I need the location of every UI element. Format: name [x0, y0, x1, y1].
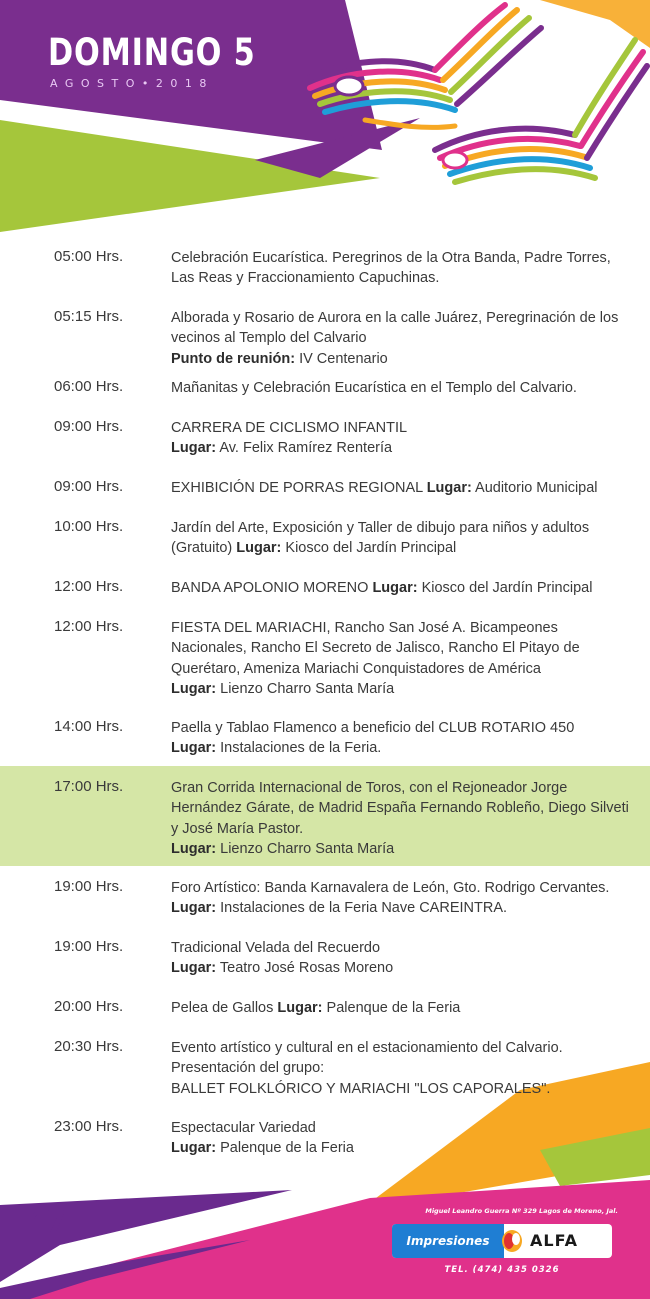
description-text: Foro Artístico: Banda Karnavalera de León, Gto. Rodrigo Cervantes.	[171, 880, 610, 896]
schedule-row	[0, 706, 650, 766]
schedule-time: 10:00 Hrs.	[54, 518, 124, 535]
description-text: Lienzo Charro Santa María	[216, 680, 395, 697]
schedule-row	[0, 926, 650, 986]
description-text: CARRERA DE CICLISMO INFANTIL	[171, 420, 408, 436]
description-text: Gran Corrida Internacional de Toros, con el Rejoneador Jorge Hernández Gárate, de Madrid España Fernando Robleño, Diego Silveti y José María Pastor.	[171, 780, 629, 837]
schedule-row	[0, 406, 650, 466]
schedule-row	[0, 606, 650, 706]
schedule-row	[0, 1026, 650, 1106]
schedule-description	[171, 236, 631, 289]
schedule-row	[0, 506, 650, 566]
schedule-row	[0, 296, 650, 366]
description-text: Celebración Eucarística. Peregrinos de la Otra Banda, Padre Torres, Las Reas y Fraccionamiento Capuchinas.	[171, 250, 611, 287]
schedule-row	[0, 236, 650, 296]
schedule-description	[171, 406, 631, 459]
schedule-row	[0, 866, 650, 926]
description-text: Instalaciones de la Feria Nave CAREINTRA.	[216, 900, 508, 917]
schedule-list	[0, 236, 650, 1166]
description-text: Jardín del Arte, Exposición y Taller de dibujo para niños y adultos (Gratuito)	[171, 520, 590, 557]
sponsor-logo-right-text: ALFA	[530, 1231, 579, 1250]
schedule-time: 09:00 Hrs.	[54, 418, 124, 435]
sponsor-phone: TEL. (474) 435 0326	[444, 1265, 560, 1275]
schedule-row	[0, 1106, 650, 1166]
schedule-time: 20:00 Hrs.	[54, 998, 124, 1015]
schedule-description	[171, 986, 631, 1018]
description-text: Av. Felix Ramírez Rentería	[216, 440, 393, 457]
schedule-description	[171, 466, 631, 498]
venue-label: Lugar:	[277, 1000, 323, 1016]
schedule-time: 20:30 Hrs.	[54, 1038, 124, 1055]
schedule-time: 23:00 Hrs.	[54, 1118, 124, 1135]
venue-label: Punto de reunión:	[171, 350, 296, 367]
venue-label: Lugar:	[236, 540, 282, 557]
sponsor-logo-left-text: Impresiones	[392, 1224, 504, 1258]
page-subtitle-date: AGOSTO•2018	[50, 77, 214, 90]
venue-label: Lugar:	[426, 480, 472, 496]
schedule-row	[0, 766, 650, 866]
schedule-description	[171, 866, 631, 919]
schedule-time: 05:15 Hrs.	[54, 308, 124, 325]
schedule-description	[171, 606, 631, 699]
page-title: DOMINGO 5	[48, 31, 256, 74]
description-text: Teatro José Rosas Moreno	[216, 960, 394, 977]
venue-label: Lugar:	[171, 680, 217, 697]
description-text: Palenque de la Feria	[216, 1140, 354, 1157]
description-text: Lienzo Charro Santa María	[216, 840, 395, 857]
schedule-description	[171, 706, 631, 759]
description-text: Kiosco del Jardín Principal	[417, 580, 593, 596]
schedule-description	[171, 566, 631, 598]
venue-label: Lugar:	[171, 440, 217, 457]
swallows-illustration	[285, 0, 650, 200]
sponsor-logo	[392, 1224, 612, 1258]
description-text: Paella y Tablao Flamenco a beneficio del CLUB ROTARIO 450	[171, 720, 575, 736]
sponsor-logo-mark-icon	[498, 1228, 526, 1254]
venue-label: Lugar:	[171, 840, 217, 857]
swallow-bird-1	[305, 5, 541, 127]
venue-label: Lugar:	[171, 900, 217, 917]
schedule-time: 19:00 Hrs.	[54, 938, 124, 955]
description-text: Espectacular Variedad	[171, 1120, 316, 1136]
venue-label: Lugar:	[372, 580, 418, 596]
description-text: Palenque de la Feria	[322, 1000, 461, 1016]
schedule-time: 06:00 Hrs.	[54, 378, 124, 395]
schedule-time: 09:00 Hrs.	[54, 478, 124, 495]
schedule-time: 12:00 Hrs.	[54, 578, 124, 595]
description-text: Auditorio Municipal	[471, 480, 598, 496]
description-text: Evento artístico y cultural en el estacionamiento del Calvario. Presentación del grupo:	[171, 1040, 563, 1077]
schedule-row	[0, 566, 650, 606]
description-text: BANDA APOLONIO MORENO	[171, 580, 373, 596]
schedule-description	[171, 926, 631, 979]
schedule-row	[0, 986, 650, 1026]
description-text: FIESTA DEL MARIACHI, Rancho San José A. Bicampeones Nacionales, Rancho El Secreto de Jalisco, Rancho El Pitayo de Querétaro, Ameniza Mariachi Conquistadores de América	[171, 620, 580, 677]
schedule-time: 19:00 Hrs.	[54, 878, 124, 895]
schedule-time: 05:00 Hrs.	[54, 248, 124, 265]
description-text: EXHIBICIÓN DE PORRAS REGIONAL	[171, 480, 427, 496]
schedule-description	[171, 296, 631, 369]
schedule-time: 17:00 Hrs.	[54, 778, 124, 795]
schedule-description	[171, 366, 631, 398]
schedule-description	[171, 1106, 631, 1159]
schedule-description	[171, 766, 631, 859]
description-text: IV Centenario	[295, 350, 388, 367]
description-text: Tradicional Velada del Recuerdo	[171, 940, 381, 956]
description-text: Instalaciones de la Feria.	[216, 740, 382, 757]
schedule-row	[0, 366, 650, 406]
venue-label: Lugar:	[171, 960, 217, 977]
venue-label: Lugar:	[171, 740, 217, 757]
schedule-time: 12:00 Hrs.	[54, 618, 124, 635]
description-text: Kiosco del Jardín Principal	[281, 540, 457, 557]
schedule-row	[0, 466, 650, 506]
schedule-description	[171, 1026, 631, 1099]
description-text: Mañanitas y Celebración Eucarística en el Templo del Calvario.	[171, 380, 577, 396]
schedule-description	[171, 506, 631, 559]
description-text: BALLET FOLKLÓRICO Y MARIACHI "LOS CAPORALES".	[171, 1080, 551, 1097]
venue-label: Lugar:	[171, 1140, 217, 1157]
description-text: Alborada y Rosario de Aurora en la calle Juárez, Peregrinación de los vecinos al Templo del Calvario	[171, 310, 619, 347]
sponsor-address: Miguel Leandro Guerra Nº 329 Lagos de Moreno, Jal.	[425, 1207, 618, 1215]
description-text: Pelea de Gallos	[171, 1000, 278, 1016]
page-number: 47	[26, 1205, 67, 1239]
schedule-time: 14:00 Hrs.	[54, 718, 124, 735]
